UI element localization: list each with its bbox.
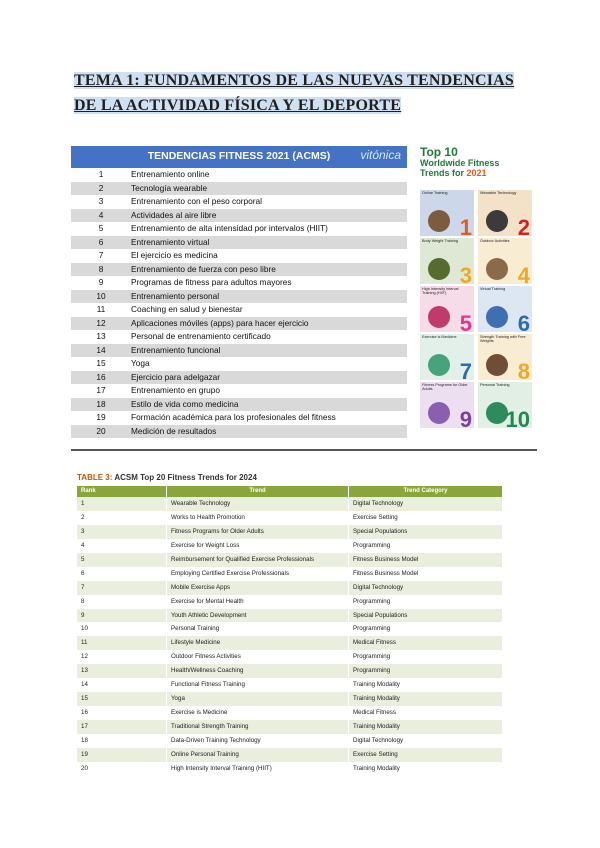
table-row bbox=[71, 168, 407, 182]
trend-tile bbox=[420, 238, 474, 284]
trend-cell: Fitness Programs for Older Adults bbox=[166, 525, 348, 539]
tile-number: 1 bbox=[459, 215, 472, 236]
tile-number: 4 bbox=[517, 263, 530, 284]
rank-cell: 20 bbox=[81, 764, 88, 772]
header-category: Trend Category bbox=[348, 486, 502, 497]
table-row bbox=[71, 182, 407, 196]
trend-name: Entrenamiento funcional bbox=[131, 344, 221, 355]
rank-cell: 4 bbox=[81, 541, 85, 549]
table-row bbox=[71, 330, 407, 344]
acsm-table-header bbox=[77, 486, 502, 497]
tile-label: Virtual Training bbox=[480, 287, 506, 291]
trend-name: Entrenamiento en grupo bbox=[131, 385, 221, 395]
rank-number: 18 bbox=[96, 398, 106, 409]
trend-tile bbox=[478, 382, 532, 428]
table-row bbox=[77, 567, 502, 581]
table-row bbox=[71, 411, 407, 425]
category-cell: Exercise Setting bbox=[348, 511, 502, 525]
trend-cell: Exercise for Mental Health bbox=[166, 595, 348, 609]
trend-cell: Exercise is Medicine bbox=[166, 706, 348, 720]
trend-cell: Outdoor Fitness Activities bbox=[166, 650, 348, 664]
trend-name: Personal de entrenamiento certificado bbox=[131, 331, 271, 341]
rank-number: 16 bbox=[96, 371, 106, 382]
category-cell: Programming bbox=[348, 539, 502, 553]
trend-name: Yoga bbox=[131, 358, 150, 368]
table-row bbox=[77, 650, 502, 664]
rank-number: 17 bbox=[96, 385, 106, 395]
trend-tile bbox=[420, 190, 474, 236]
tile-label: Body Weight Training bbox=[422, 239, 459, 243]
category-cell: Digital Technology bbox=[348, 734, 502, 748]
category-cell: Digital Technology bbox=[348, 581, 502, 595]
rank-number: 19 bbox=[96, 412, 106, 422]
acsm-table-caption: TABLE 3: ACSM Top 20 Fitness Trends for 2024 bbox=[77, 473, 257, 482]
trend-cell: Works to Health Promotion bbox=[166, 511, 348, 525]
table-row bbox=[71, 384, 407, 398]
table-row bbox=[77, 595, 502, 609]
tile-label: Online Training bbox=[422, 191, 448, 195]
trend-cell: Traditional Strength Training bbox=[166, 720, 348, 734]
trend-name: Actividades al aire libre bbox=[131, 209, 217, 220]
rank-number: 9 bbox=[98, 277, 104, 287]
tile-number: 9 bbox=[459, 407, 472, 428]
tile-label: Fitness Programs for Older Adults bbox=[422, 383, 468, 392]
athlete-illustration-icon bbox=[486, 306, 508, 328]
table-row bbox=[77, 622, 502, 636]
trend-name: Entrenamiento de fuerza con peso libre bbox=[131, 263, 276, 274]
category-cell: Fitness Business Model bbox=[348, 553, 502, 567]
category-cell: Training Modality bbox=[348, 678, 502, 692]
acsm-table-body bbox=[77, 497, 502, 776]
category-cell: Medical Fitness bbox=[348, 636, 502, 650]
table-row bbox=[77, 511, 502, 525]
tile-number: 10 bbox=[505, 407, 530, 428]
tile-number: 5 bbox=[459, 311, 472, 332]
table-row bbox=[77, 636, 502, 650]
rank-number: 6 bbox=[98, 236, 104, 247]
category-cell: Digital Technology bbox=[348, 497, 502, 511]
trend-name: Entrenamiento con el peso corporal bbox=[131, 196, 262, 206]
trend-tile bbox=[478, 286, 532, 332]
infographic-subtitle: Worldwide Fitness Trends for 2021 bbox=[420, 158, 500, 178]
athlete-illustration-icon bbox=[428, 258, 450, 280]
tile-label: Wearable Technology bbox=[480, 191, 517, 195]
table-row bbox=[71, 236, 407, 250]
category-cell: Special Populations bbox=[348, 609, 502, 623]
rank-number: 4 bbox=[98, 209, 104, 220]
rank-number: 12 bbox=[96, 317, 106, 328]
tile-number: 6 bbox=[517, 311, 530, 332]
category-cell: Special Populations bbox=[348, 525, 502, 539]
category-cell: Programming bbox=[348, 650, 502, 664]
rank-cell: 13 bbox=[81, 667, 88, 675]
tile-label: Exercise is Medicine bbox=[422, 335, 457, 339]
table-row bbox=[71, 317, 407, 331]
trend-tile bbox=[478, 334, 532, 380]
rank-cell: 5 bbox=[81, 555, 85, 563]
table-row bbox=[71, 276, 407, 290]
table-row bbox=[77, 609, 502, 623]
table-row bbox=[71, 222, 407, 236]
header-rank: Rank bbox=[81, 488, 96, 494]
category-cell: Programming bbox=[348, 622, 502, 636]
trend-cell: Personal Training bbox=[166, 622, 348, 636]
vitonica-logo: vitónica bbox=[360, 148, 401, 162]
rank-cell: 7 bbox=[81, 583, 85, 591]
tile-number: 3 bbox=[459, 263, 472, 284]
trend-tile bbox=[420, 382, 474, 428]
rank-cell: 18 bbox=[81, 736, 88, 744]
athlete-illustration-icon bbox=[486, 354, 508, 376]
rank-cell: 12 bbox=[81, 653, 88, 661]
category-cell: Exercise Setting bbox=[348, 748, 502, 762]
athlete-illustration-icon bbox=[428, 402, 450, 424]
table-row bbox=[71, 209, 407, 223]
rank-cell: 9 bbox=[81, 611, 85, 619]
rank-cell: 1 bbox=[81, 500, 85, 507]
athlete-illustration-icon bbox=[428, 210, 450, 232]
trend-name: Tecnología wearable bbox=[131, 182, 208, 193]
table-row bbox=[77, 678, 502, 692]
rank-cell: 8 bbox=[81, 597, 85, 605]
table-row bbox=[71, 290, 407, 304]
trend-cell: Reimbursement for Qualified Exercise Professionals bbox=[166, 553, 348, 567]
rank-cell: 15 bbox=[81, 695, 88, 703]
rank-number: 10 bbox=[96, 290, 106, 301]
rank-number: 7 bbox=[98, 250, 104, 260]
infographic-title: Top 10 bbox=[420, 145, 458, 159]
category-cell: Medical Fitness bbox=[348, 706, 502, 720]
table-row bbox=[77, 497, 502, 511]
tile-number: 7 bbox=[459, 359, 472, 380]
rank-number: 5 bbox=[98, 223, 104, 233]
table-row bbox=[77, 539, 502, 553]
trend-tile bbox=[478, 190, 532, 236]
acsm-trends-table bbox=[77, 486, 502, 776]
table-row bbox=[77, 748, 502, 762]
tile-number: 8 bbox=[517, 359, 530, 380]
section-divider bbox=[71, 449, 537, 451]
trend-name: Programas de fitness para adultos mayores bbox=[131, 277, 292, 287]
trend-name: Estilo de vida como medicina bbox=[131, 398, 239, 409]
trend-cell: Online Personal Training bbox=[166, 748, 348, 762]
trend-tile bbox=[478, 238, 532, 284]
tile-number: 2 bbox=[517, 215, 530, 236]
trend-name: Medición de resultados bbox=[131, 425, 217, 436]
tile-label: Strength Training with Free Weights bbox=[480, 335, 526, 344]
acms-table-body bbox=[71, 168, 407, 438]
trend-name: Entrenamiento virtual bbox=[131, 236, 210, 247]
table-row bbox=[71, 249, 407, 263]
table-row bbox=[77, 525, 502, 539]
table-row bbox=[71, 398, 407, 412]
table-row bbox=[71, 425, 407, 439]
trend-cell: Youth Athletic Development bbox=[166, 609, 348, 623]
trend-cell: Wearable Technology bbox=[166, 497, 348, 511]
table-row bbox=[77, 692, 502, 706]
trend-name: Entrenamiento personal bbox=[131, 290, 220, 301]
table-row bbox=[77, 762, 502, 776]
trend-cell: Exercise for Weight Loss bbox=[166, 539, 348, 553]
rank-number: 2 bbox=[98, 182, 104, 193]
rank-cell: 19 bbox=[81, 750, 88, 758]
table-row bbox=[77, 664, 502, 678]
top10-infographic bbox=[420, 146, 536, 436]
trend-name: Formación académica para los profesionales del fitness bbox=[131, 412, 336, 422]
athlete-illustration-icon bbox=[486, 210, 508, 232]
rank-cell: 14 bbox=[81, 681, 88, 689]
rank-number: 1 bbox=[98, 169, 104, 179]
header-trend: Trend bbox=[166, 486, 348, 497]
trend-name: Aplicaciones móviles (apps) para hacer ejercicio bbox=[131, 317, 309, 328]
rank-cell: 11 bbox=[81, 639, 88, 647]
tile-label: Outdoor Activities bbox=[480, 239, 510, 243]
table-row bbox=[71, 344, 407, 358]
rank-cell: 6 bbox=[81, 569, 85, 577]
rank-cell: 16 bbox=[81, 709, 88, 717]
trend-cell: Employing Certified Exercise Professionals bbox=[166, 567, 348, 581]
trend-tile bbox=[420, 334, 474, 380]
rank-cell: 3 bbox=[81, 527, 85, 535]
trend-name: Entrenamiento online bbox=[131, 169, 210, 179]
rank-number: 8 bbox=[98, 263, 104, 274]
table-row bbox=[77, 706, 502, 720]
rank-number: 3 bbox=[98, 196, 104, 206]
trend-tile bbox=[420, 286, 474, 332]
tile-label: High Intensity Interval Training (HIIT) bbox=[422, 287, 459, 296]
trend-cell: Mobile Exercise Apps bbox=[166, 581, 348, 595]
acms-table-title: TENDENCIAS FITNESS 2021 (ACMS) bbox=[147, 150, 331, 162]
athlete-illustration-icon bbox=[428, 306, 450, 328]
table-row bbox=[77, 581, 502, 595]
table-row bbox=[77, 734, 502, 748]
table-row bbox=[71, 371, 407, 385]
athlete-illustration-icon bbox=[428, 354, 450, 376]
tile-label: Personal Training bbox=[480, 383, 510, 387]
rank-cell: 10 bbox=[81, 625, 88, 633]
category-cell: Training Modality bbox=[348, 720, 502, 734]
rank-cell: 2 bbox=[81, 513, 85, 521]
trend-cell: High Intensity Interval Training (HIIT) bbox=[166, 762, 348, 776]
trend-name: Ejercicio para adelgazar bbox=[131, 371, 221, 382]
category-cell: Training Modality bbox=[348, 762, 502, 776]
rank-number: 20 bbox=[96, 425, 106, 436]
table-row bbox=[71, 303, 407, 317]
rank-number: 14 bbox=[96, 344, 106, 355]
trend-cell: Functional Fitness Training bbox=[166, 678, 348, 692]
rank-number: 15 bbox=[96, 358, 106, 368]
table-row bbox=[77, 720, 502, 734]
athlete-illustration-icon bbox=[486, 258, 508, 280]
category-cell: Training Modality bbox=[348, 692, 502, 706]
table-row bbox=[77, 553, 502, 567]
page-title: TEMA 1: FUNDAMENTOS DE LAS NUEVAS TENDENCIAS DE LA ACTIVIDAD FÍSICA Y EL DEPORTE bbox=[74, 72, 514, 114]
rank-cell: 17 bbox=[81, 723, 88, 730]
table-row bbox=[71, 263, 407, 277]
table-row bbox=[71, 195, 407, 209]
trend-cell: Lifestyle Medicine bbox=[166, 636, 348, 650]
acms-table-header bbox=[71, 146, 407, 168]
acms-trends-table bbox=[71, 146, 407, 449]
category-cell: Fitness Business Model bbox=[348, 567, 502, 581]
rank-number: 11 bbox=[96, 304, 106, 314]
category-cell: Programming bbox=[348, 595, 502, 609]
rank-number: 13 bbox=[96, 331, 106, 341]
trend-name: Coaching en salud y bienestar bbox=[131, 304, 243, 314]
category-cell: Programming bbox=[348, 664, 502, 678]
trend-cell: Health/Wellness Coaching bbox=[166, 664, 348, 678]
table-row bbox=[71, 357, 407, 371]
trend-cell: Yoga bbox=[166, 692, 348, 706]
trend-name: Entrenamiento de alta intensidad por intervalos (HIIT) bbox=[131, 223, 328, 233]
trend-name: El ejercicio es medicina bbox=[131, 250, 218, 260]
trend-cell: Data-Driven Training Technology bbox=[166, 734, 348, 748]
